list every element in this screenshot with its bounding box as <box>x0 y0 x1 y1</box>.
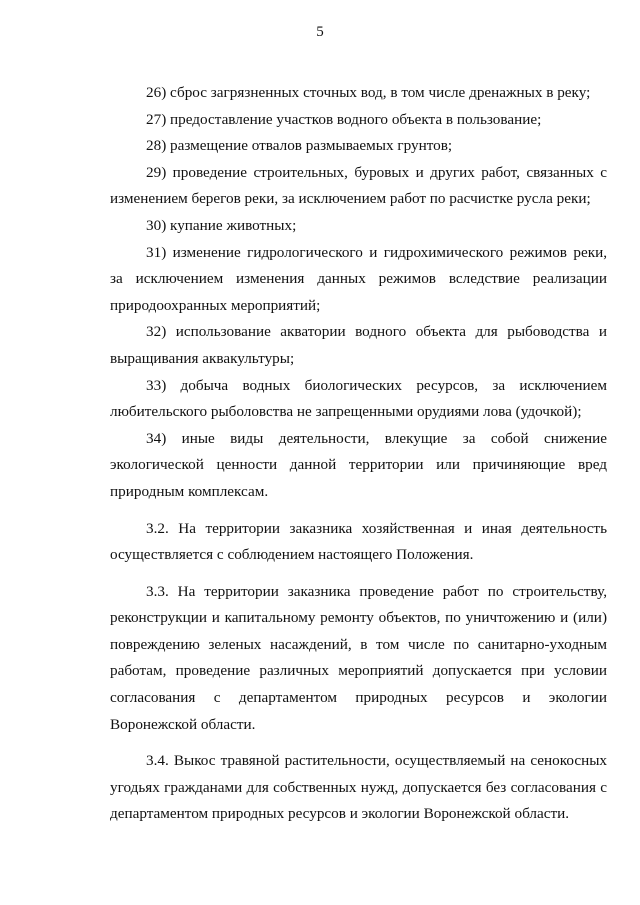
clause-3-4: 3.4. Выкос травяной растительности, осуществляемый на сенокосных угодьях гражданами для собственных нужд, допускается без согласования с департаментом природных ресурсов и экологии Воронежской области. <box>110 752 607 823</box>
list-item: 33) добыча водных биологических ресурсов, за исключением любительского рыболовства не запрещенными орудиями лова (удочкой); <box>110 376 607 421</box>
list-item: 30) купание животных; <box>146 216 297 234</box>
clause-3-2: 3.2. На территории заказника хозяйственная и иная деятельность осуществляется с соблюдением настоящего Положения. <box>110 519 607 564</box>
list-item: 34) иные виды деятельности, влекущие за собой снижение экологической ценности данной территории или причиняющие вред природным комплексам. <box>110 429 607 500</box>
document-body <box>110 80 607 828</box>
list-item: 32) использование акватории водного объекта для рыбоводства и выращивания аквакультуры; <box>110 323 607 367</box>
list-item: 27) предоставление участков водного объекта в пользование; <box>146 110 542 128</box>
list-item: 26) сброс загрязненных сточных вод, в том числе дренажных в реку; <box>146 84 591 101</box>
page-number: 5 <box>316 24 324 40</box>
list-item: 29) проведение строительных, буровых и других работ, связанных с изменением берегов реки, за исключением работ по расчистке русла реки; <box>110 163 607 208</box>
clause-3-3: 3.3. На территории заказника проведение работ по строительству, реконструкции и капитальному ремонту объектов, по уничтожению и (или) повреждению зеленых насаждений, в том числе по санитарно-уходным работам, проведение различных мероприятий допускается при условии согласования с департаментом природных ресурсов и экологии Воронежской области. <box>110 582 607 733</box>
list-item: 31) изменение гидрологического и гидрохимического режимов реки, за исключением изменения данных режимов вследствие реализации природоохранных мероприятий; <box>110 243 607 314</box>
list-item: 28) размещение отвалов размываемых грунтов; <box>146 137 453 155</box>
